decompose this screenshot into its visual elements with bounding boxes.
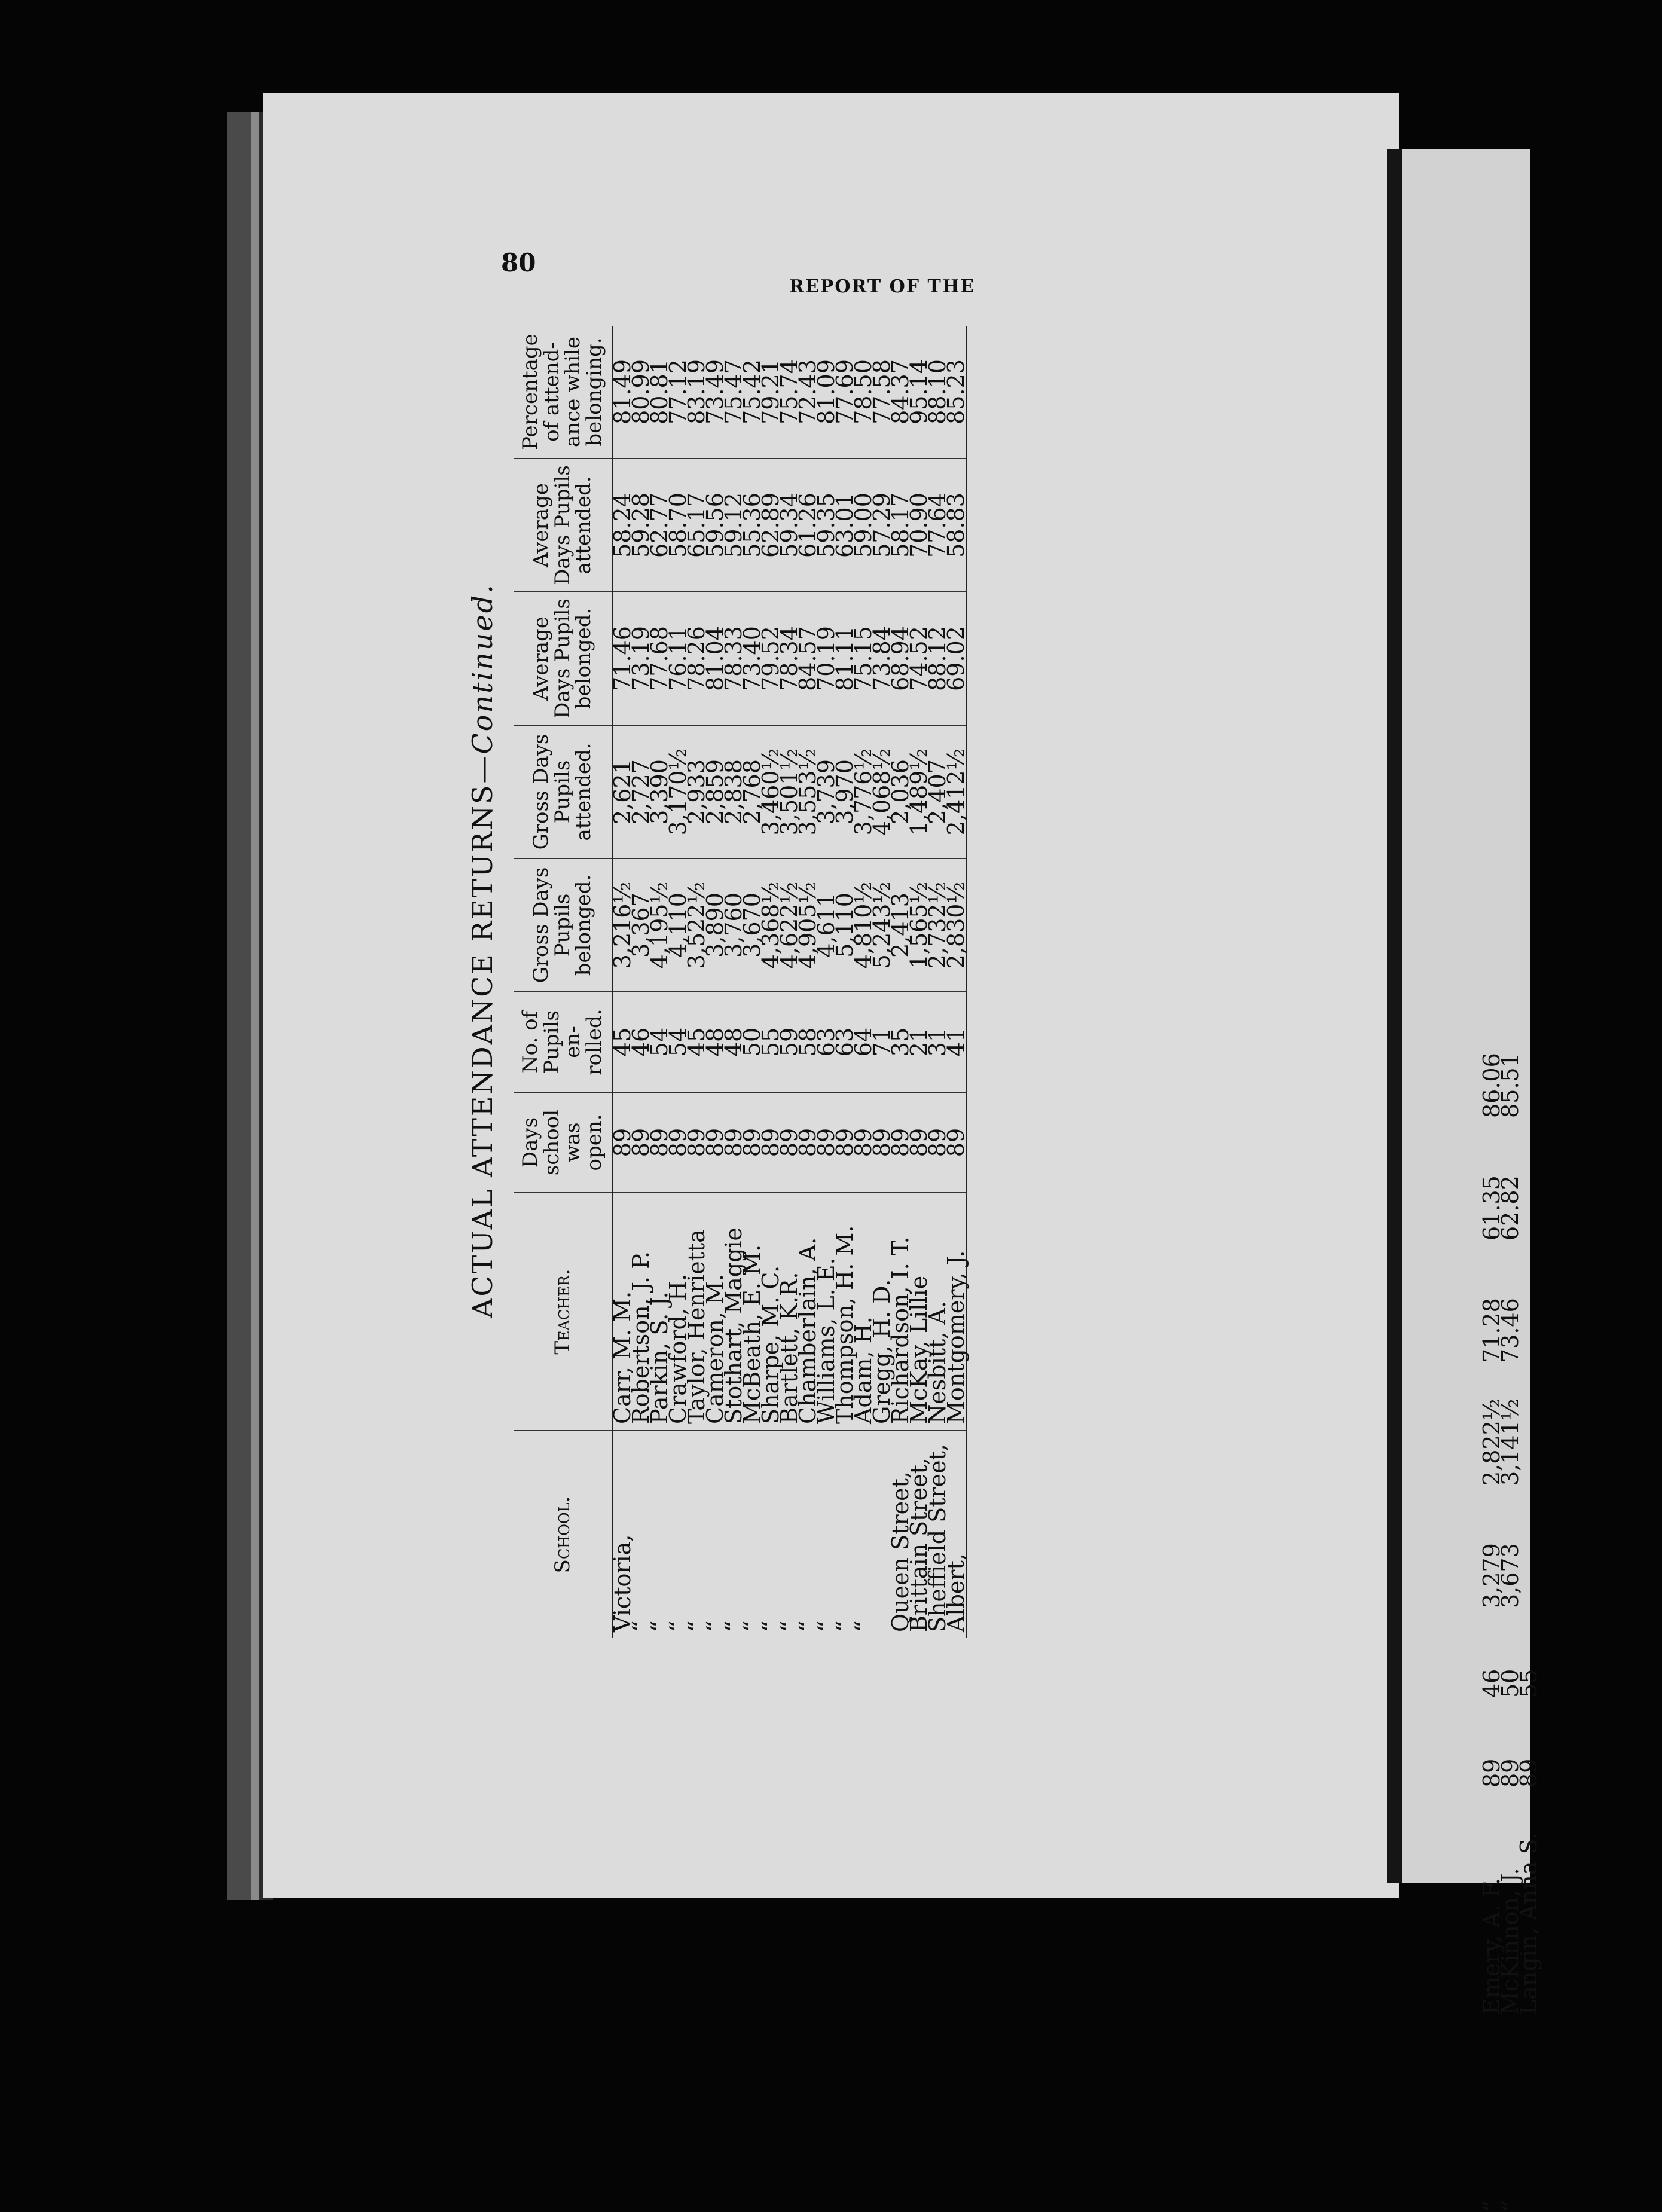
cell-days: 89 (706, 1092, 725, 1193)
cell-gross-belonged: 3,367 (632, 858, 650, 992)
cell-pct: 72.43 (799, 326, 817, 459)
cell-avg-attended: 58.24 (612, 459, 632, 592)
cell-enrolled: 63 (836, 992, 854, 1092)
cell-avg-belonged: 76.11 (669, 592, 688, 725)
cell-avg-belonged: 74.52 (910, 592, 928, 725)
attendance-table (514, 326, 967, 1638)
header-school: School. (514, 1431, 612, 1638)
cell-enrolled: 45 (612, 992, 632, 1092)
cell-avg-attended: 59.12 (725, 459, 743, 592)
cell-avg-belonged: 78.26 (688, 592, 706, 725)
cell-pct: 88.10 (928, 326, 947, 459)
table-title-main: ACTUAL ATTENDANCE RETURNS— (466, 754, 499, 1318)
cell-enrolled: 46 (632, 992, 650, 1092)
continuation-cell-pct: 85.51 (1497, 1053, 1523, 1118)
cell-pct: 85.23 (947, 326, 967, 459)
cell-pct: 75.74 (780, 326, 799, 459)
cell-gross-belonged: 4,905½ (799, 858, 817, 992)
cell-avg-belonged: 81.11 (836, 592, 854, 725)
cell-pct: 84.37 (891, 326, 910, 459)
cell-teacher: Cameron, M. (706, 1193, 725, 1431)
continuation-row (1516, 1076, 1542, 2015)
cell-teacher: Stothart, Maggie (725, 1193, 743, 1431)
cell-gross-belonged: 4,195½ (650, 858, 669, 992)
cell-school: “ (683, 1620, 710, 1632)
cell-gross-attended: 2,933 (688, 725, 706, 858)
cell-enrolled: 41 (947, 992, 967, 1092)
cell-avg-belonged: 70.19 (817, 592, 836, 725)
cell-avg-attended: 63.01 (836, 459, 854, 592)
cell-avg-attended: 70.90 (910, 459, 928, 592)
cell-avg-belonged: 88.12 (928, 592, 947, 725)
continuation-cell-enrolled: 46 (1478, 1669, 1505, 1698)
cell-avg-attended: 62.77 (650, 459, 669, 592)
cell-teacher: Robertson, J. P. (632, 1193, 650, 1431)
cell-school: “ (812, 1620, 839, 1632)
cell-teacher: Thompson, H. M. (836, 1193, 854, 1431)
cell-pct: 81.09 (817, 326, 836, 459)
cell-gross-attended: 3,501½ (780, 725, 799, 858)
cell-school: Victoria, (609, 1534, 636, 1632)
header-gross-attended: Gross Days Pupils attended. (514, 725, 612, 858)
cell-avg-belonged: 73.19 (632, 592, 650, 725)
cell-school: “ (664, 1620, 691, 1632)
cell-pct: 75.42 (743, 326, 762, 459)
continuation-cell-enrolled: 50 (1497, 1669, 1523, 1698)
running-head: REPORT OF THE (789, 276, 976, 297)
cell-gross-attended: 2,407 (928, 725, 947, 858)
cell-gross-attended: 2,768 (743, 725, 762, 858)
cell-enrolled: 31 (928, 992, 947, 1092)
continuation-cell-teacher: McKinnon, J. (1497, 1868, 1523, 2015)
cell-pct: 77.58 (873, 326, 891, 459)
cell-gross-belonged: 2,732½ (928, 858, 947, 992)
cell-gross-attended: 2,838 (725, 725, 743, 858)
cell-school: Brittain Street, (905, 1458, 932, 1632)
cell-enrolled: 35 (891, 992, 910, 1092)
cell-gross-belonged: 3,890 (706, 858, 725, 992)
cell-pct: 79.21 (762, 326, 780, 459)
cell-avg-attended: 58.83 (947, 459, 967, 592)
cell-enrolled: 48 (725, 992, 743, 1092)
cell-school: “ (720, 1620, 747, 1632)
header-days-open: Days school was open. (514, 1092, 612, 1193)
cell-teacher: Richardson, I. T. (891, 1193, 910, 1431)
cell-avg-belonged: 79.52 (762, 592, 780, 725)
cell-pct: 73.49 (706, 326, 725, 459)
cell-days: 89 (947, 1092, 967, 1193)
cell-enrolled: 21 (910, 992, 928, 1092)
cell-teacher: McBeath, E. M. (743, 1193, 762, 1431)
cell-pct: 83.19 (688, 326, 706, 459)
cell-gross-attended: 4,068½ (873, 725, 891, 858)
cell-days: 89 (725, 1092, 743, 1193)
facing-page-continuation (1478, 1053, 1662, 2212)
cell-teacher: Bartlett, K.R. (780, 1193, 799, 1431)
cell-gross-attended: 3,390 (650, 725, 669, 858)
cell-teacher: McKay, Lillie (910, 1193, 928, 1431)
cell-teacher: Chamberlain, A. (799, 1193, 817, 1431)
table-title (466, 442, 499, 1459)
rotated-table-block (466, 263, 1303, 1638)
cell-school: Sheffield Street, (924, 1444, 951, 1632)
cell-school: Queen Street, (887, 1471, 914, 1632)
cell-teacher: Adam, H. (854, 1193, 873, 1431)
cell-gross-belonged: 2,830½ (947, 858, 967, 992)
cell-days: 89 (632, 1092, 650, 1193)
cell-gross-attended: 3,170½ (669, 725, 688, 858)
cell-enrolled: 58 (799, 992, 817, 1092)
cell-gross-attended: 3,460½ (762, 725, 780, 858)
cell-avg-attended: 61.26 (799, 459, 817, 592)
cell-days: 89 (688, 1092, 706, 1193)
continuation-cell-avg-belonged: 71.28 (1478, 1298, 1505, 1363)
book-binding (227, 112, 251, 1900)
cell-avg-belonged: 84.57 (799, 592, 817, 725)
cell-avg-attended: 77.64 (928, 459, 947, 592)
cell-days: 89 (854, 1092, 873, 1193)
continuation-cell-gross-attended: 3,141½ (1497, 1398, 1523, 1486)
cell-avg-attended: 58.70 (669, 459, 688, 592)
cell-days: 89 (780, 1092, 799, 1193)
cell-teacher: Nesbitt, A. (928, 1193, 947, 1431)
cell-avg-belonged: 75.15 (854, 592, 873, 725)
cell-teacher: Sharpe, M. C. (762, 1193, 780, 1431)
header-percentage: Percentage of attend- ance while belonging. (514, 326, 612, 459)
cell-teacher: Gregg, H. D. (873, 1193, 891, 1431)
book-binding-edge (251, 112, 259, 1900)
continuation-cell-gross-belonged: 3,673 (1497, 1543, 1523, 1608)
facing-page (1402, 149, 1530, 1883)
cell-avg-belonged: 81.04 (706, 592, 725, 725)
cell-gross-belonged: 5,110 (836, 858, 854, 992)
cell-avg-attended: 59.28 (632, 459, 650, 592)
cell-avg-attended: 59.35 (817, 459, 836, 592)
table-title-continued: Continued. (466, 583, 499, 754)
cell-enrolled: 48 (706, 992, 725, 1092)
continuation-cell-days: 89 (1478, 1758, 1505, 1788)
cell-gross-attended: 3,553½ (799, 725, 817, 858)
cell-enrolled: 59 (780, 992, 799, 1092)
cell-school: “ (850, 1620, 876, 1632)
cell-days: 89 (910, 1092, 928, 1193)
cell-gross-attended: 2,621 (612, 725, 632, 858)
continuation-cell-teacher: Emery, A. F. (1478, 1877, 1505, 2015)
cell-gross-belonged: 3,216½ (612, 858, 632, 992)
cell-pct: 78.50 (854, 326, 873, 459)
cell-school: “ (701, 1620, 728, 1632)
continuation-cell-school: “ (1497, 2200, 1523, 2212)
cell-avg-attended: 55.36 (743, 459, 762, 592)
cell-enrolled: 45 (688, 992, 706, 1092)
cell-gross-attended: 2,859 (706, 725, 725, 858)
page-number: 80 (501, 248, 536, 277)
cell-teacher: Williams, L. E. (817, 1193, 836, 1431)
cell-enrolled: 64 (854, 992, 873, 1092)
cell-school: Albert, (947, 1431, 967, 1638)
cell-pct: 75.47 (725, 326, 743, 459)
cell-gross-belonged: 4,622½ (780, 858, 799, 992)
cell-avg-attended: 58.17 (891, 459, 910, 592)
cell-avg-belonged: 69.02 (947, 592, 967, 725)
cell-gross-belonged: 3,522½ (688, 858, 706, 992)
cell-school: “ (831, 1620, 858, 1632)
cell-gross-belonged: 4,810½ (854, 858, 873, 992)
cell-gross-belonged: 4,368½ (762, 858, 780, 992)
cell-days: 89 (817, 1092, 836, 1193)
cell-pct: 80.99 (632, 326, 650, 459)
cell-avg-belonged: 78.34 (780, 592, 799, 725)
cell-avg-attended: 59.56 (706, 459, 725, 592)
cell-teacher: Carr, M. M. (612, 1193, 632, 1431)
continuation-cell-avg-attended: 61.35 (1478, 1175, 1505, 1241)
cell-days: 89 (799, 1092, 817, 1193)
cell-school: “ (646, 1620, 673, 1632)
cell-avg-attended: 57.29 (873, 459, 891, 592)
cell-enrolled: 55 (762, 992, 780, 1092)
table-header-row (514, 326, 612, 1638)
continuation-cell-avg-belonged: 73.46 (1497, 1298, 1523, 1363)
cell-enrolled: 71 (873, 992, 891, 1092)
continuation-cell-pct: 86.06 (1478, 1053, 1505, 1118)
continuation-cell-avg-attended: 62.82 (1497, 1175, 1523, 1241)
cell-teacher: Taylor, Henrietta (688, 1193, 706, 1431)
cell-teacher: Parkin, S. J. (650, 1193, 669, 1431)
cell-enrolled: 54 (650, 992, 669, 1092)
continuation-cell-gross-attended: 2,822½ (1478, 1398, 1505, 1486)
cell-gross-attended: 2,412½ (947, 725, 967, 858)
header-enrolled: No. of Pupils en- rolled. (514, 992, 612, 1092)
cell-gross-belonged: 4,110 (669, 858, 688, 992)
cell-avg-attended: 65.17 (688, 459, 706, 592)
continuation-cell-days: 89 (1516, 1758, 1542, 1788)
cell-gross-attended: 3,970 (836, 725, 854, 858)
header-teacher: Teacher. (514, 1193, 612, 1431)
cell-gross-attended: 3,739 (817, 725, 836, 858)
cell-days: 89 (650, 1092, 669, 1193)
cell-pct: 95.14 (910, 326, 928, 459)
cell-avg-belonged: 73.84 (873, 592, 891, 725)
cell-school: “ (775, 1620, 802, 1632)
cell-pct: 77.69 (836, 326, 854, 459)
continuation-cell-days: 89 (1497, 1758, 1523, 1788)
cell-enrolled: 54 (669, 992, 688, 1092)
cell-teacher: Crawford, H. (669, 1193, 688, 1431)
cell-avg-attended: 59.00 (854, 459, 873, 592)
cell-teacher: Montgomery, J. (947, 1193, 967, 1431)
cell-avg-belonged: 71.46 (612, 592, 632, 725)
cell-school: “ (794, 1620, 821, 1632)
cell-gross-belonged: 3,670 (743, 858, 762, 992)
cell-avg-attended: 59.34 (780, 459, 799, 592)
cell-days: 89 (836, 1092, 854, 1193)
cell-gross-attended: 2,036 (891, 725, 910, 858)
cell-gross-attended: 3,776½ (854, 725, 873, 858)
cell-avg-belonged: 78.33 (725, 592, 743, 725)
continuation-cell-teacher: Langin, Anna S. (1516, 1832, 1542, 2015)
cell-pct: 77.12 (669, 326, 688, 459)
header-gross-belonged: Gross Days Pupils belonged. (514, 858, 612, 992)
continuation-cell-gross-belonged: 3,279 (1478, 1543, 1505, 1608)
cell-days: 89 (928, 1092, 947, 1193)
cell-gross-belonged: 3,760 (725, 858, 743, 992)
cell-pct: 81.49 (612, 326, 632, 459)
cell-days: 89 (669, 1092, 688, 1193)
cell-days: 89 (873, 1092, 891, 1193)
table-row (947, 326, 967, 1638)
cell-gross-belonged: 5,243½ (873, 858, 891, 992)
cell-days: 89 (891, 1092, 910, 1193)
continuation-cell-enrolled: 55 (1516, 1669, 1542, 1698)
cell-gross-belonged: 4,611 (817, 858, 836, 992)
cell-school: “ (627, 1620, 654, 1632)
cell-days: 89 (743, 1092, 762, 1193)
cell-pct: 80.81 (650, 326, 669, 459)
cell-avg-attended: 62.89 (762, 459, 780, 592)
header-avg-belonged: Average Days Pupils belonged. (514, 592, 612, 725)
cell-gross-belonged: 1,565½ (910, 858, 928, 992)
cell-days: 89 (612, 1092, 632, 1193)
cell-avg-belonged: 73.40 (743, 592, 762, 725)
cell-enrolled: 63 (817, 992, 836, 1092)
page-gutter (1387, 149, 1403, 1883)
cell-gross-attended: 2,727 (632, 725, 650, 858)
continuation-cell-school: “ (1478, 2200, 1505, 2212)
table-body (609, 326, 969, 1638)
cell-days: 89 (762, 1092, 780, 1193)
cell-school: “ (738, 1620, 765, 1632)
cell-school: “ (757, 1620, 784, 1632)
cell-avg-belonged: 77.68 (650, 592, 669, 725)
cell-enrolled: 50 (743, 992, 762, 1092)
header-avg-attended: Average Days Pupils attended. (514, 459, 612, 592)
continuation-row (1497, 1053, 1523, 2212)
cell-avg-belonged: 68.94 (891, 592, 910, 725)
cell-gross-attended: 1,489½ (910, 725, 928, 858)
cell-gross-belonged: 2,413 (891, 858, 910, 992)
